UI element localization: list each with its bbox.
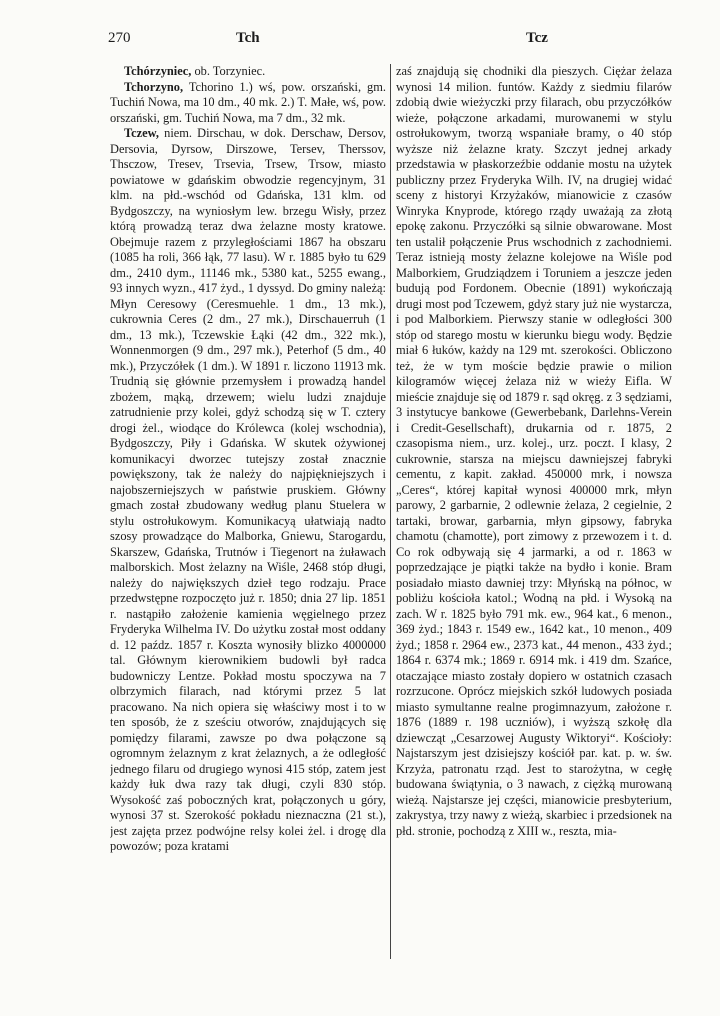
entry-text: niem. Dirschau, w dok. Derschaw, Dersov, Dersovia, Dyrsow, Dirszowe, Tersev, Therssov, Thsczow, Tresev, Trsevia, Trsew, Trsow, miasto powiatowe w gdańskim obwodzie regencyjnym, 31 klm. na płd.-wschód od Gdańska, 131 klm. od Bydgoszczy, na wyniosłym lew. brzegu Wisły, przez którą prowadzą teraz dwa żelazne mosty kratowe. Obejmuje razem z przyległościami 1867 ha obszaru (1085 ha roli, 366 łąk, 77 lasu). W r. 1885 było tu 629 dm., 2410 dym., 11146 mk., 5380 kat., 5255 ewang., 93 innych wyzn., 417 żyd., 1 dyssyd. Do gminy należą: Młyn Ceresowy (Ceresmuehle. 1 dm., 13 mk.), cukrownia Ceres (2 dm., 27 mk.), Dirschauerruh (1 dm., 13 mk.), Tczewskie Łąki (42 dm., 322 mk.), Wonnenmorgen (9 dm., 297 mk.), Peterhof (5 dm., 40 mk.), Przyczółek (1 dm.). W 1891 r. liczono 11913 mk. Trudnią się głównie przemysłem i prowadzą handel zbożem, mąką, drzewem; wielu ludzi znajduje zatrudnienie przy kolei, gdyż schodzą się w T. cztery drogi żel., wiodące do Królewca (kolej wschodnia), Bydgoszczy, Piły i Gdańska. W skutek ożywionej komunikacyi dworzec tutejszy został znacznie powiększony, tak że należy do najpiękniejszych i najobszerniejszych w państwie pruskiem. Główny gmach został zbudowany według planu Stuelera w stylu ostrołukowym. Komunikacyą ułatwiają nadto szosy prowadzące do Malborka, Gniewu, Starogardu, Skarszew, Gdańska, Trutnów i Tiegenort na żuławach malborskich. Most żelazny na Wiśle, 2468 stóp długi, należy do największych dzieł tego rodzaju. Prace przedwstępne rozpoczęto już r. 1850; dnia 27 lip. 1851 r. nastąpiło założenie kamienia węgielnego przez Fryderyka Wilhelma IV. Do użytku został most oddany d. 12 paźdz. 1857 r. Koszta wynosiły blizko 4000000 tal. Głównym kierownikiem budowli był radca budowniczy Lentze. Pokład mostu spoczywa na 7 olbrzymich filarach, nad którymi przez 5 lat pracowano. Na nich opiera się właściwy most i to w ten sposób, że z sześciu otworów, znajdujących się pomiędzy filarami, zawsze po dwa połączone są ogromnym żelaznym z krat żelaznych, a że odległość jednego filaru od drugiego wynosi 415 stóp, zatem jest każdy łuk dwa razy tak długi, czyli 830 stóp. Wysokość zaś poboczných krat, połączonych u góry, wynosi 37 st. Szerokość pokładu nieznaczna (21 st.), jest zajęta przez podwójne relsy kolei żel. i drogę dla powozów; poza kratami xyxy=(110,126,386,853)
headword: Tchorzyno, xyxy=(124,79,184,94)
left-column xyxy=(110,64,386,964)
column-divider xyxy=(390,64,391,959)
page-number: 270 xyxy=(108,30,131,46)
headword: Tczew, xyxy=(124,126,159,140)
entry-tczew-continued: zaś znajdują się chodniki dla pieszych. Ciężar żelaza wynosi 14 milion. funtów. Każdy z siedmiu filarów zdobią dwie wieżyczki przy filarach, obu przyczółków wieże, połączone arkadami, murowanemi w stylu ostrołukowym, tworzą wspaniałe bramy, o 40 stóp wyższe niż żelazne kraty. Szczyt jednej arkady przedstawia w płaskorzeźbie oddanie mostu na użytek publiczny przez Fryderyka Wilh. IV, na drugiej widać sceny z historyi Krzyżaków, mianowicie z czasów Winryka Knyprode, którego rządy uważają za złotą epokę zakonu. Przyczółki są silnie obwarowane. Most ten ustalił połączenie Prus wschodnich z zachodniemi. Teraz istnieją mosty żelazne kolejowe na Wiśle pod Malborkiem, Grudziądzem i Toruniem a jeszcze jeden budują pod Fordonem. Obecnie (1891) wykończają drugi most pod Tczewem, gdyż stary już nie wystarcza, i pod Malborkiem. Pierwszy stanie w odległości 300 stóp od starego mostu w kierunku biegu wody. Będzie miał 6 łuków, każdy na 129 mt. szerokości. Obliczono też, że w tym moście będzie prawie o milion kilogramów więcej żelaza niż w wieży Eifla. W mieście znajduje się od 1879 r. sąd okręg. z 3 sędziami, 3 instytucye bankowe (Gewerbebank, Darlehns-Verein i Credit-Gesellschaft), drukarnia od r. 1875, 2 czasopisma niem., urz. kolej., urz. poczt. I klasy, 2 cukrownie, starsza na miejscu dawniejszej fabryki cementu, z kapit. zakład. 450000 mrk, i nowsza „Ceres“, której kapitał wynosi 400000 mrk, młyn parowy, 2 garbarnie, 2 odlewnie żelaza, 2 cegielnie, 2 tartaki, browar, garbarnia, młyn gipsowy, fabryka chamotu (chamotte), port zimowy z przewozem i t. d. Co rok odbywają się 4 jarmarki, a od r. 1863 w poprzedzające je piątki także na bydło i konie. Bram posiadało miasto dawniej trzy: Młyńską na północ, w pobliżu kościoła katol.; Wodną na płd. i Wysoką na zach. W r. 1825 było 791 mk. ew., 964 kat., 6 menon., 369 żyd.; 1843 r. 1549 ew., 1642 kat., 10 menon., 409 żyd.; 1858 r. 2964 ew., 2373 kat., 44 menon., 433 żyd.; 1864 r. 6374 mk.; 1869 r. 6914 mk. i 419 dm. Szańce, otaczające miasto zostały dopiero w ostatnich czasach rozrzucone. Oprócz miejskich szkół ludowych posiada miasto symultanne realne progimnazyum, założone r. 1876 (1889 r. 198 uczniów), i wyższą szkołę dla dziewcząt „Cesarzowej Augusty Wiktoryi“. Kościoły: Najstarszym jest dzisiejszy kościół par. kat. p. w. św. Krzyża, patronatu rząd. Jest to starożytna, w cegłę budowana świątynia, o 3 nawach, z ciężką murowaną wieżą. Najstarsze jej części, mianowicie presbyterium, zakrystya, trzy nawy z wieżą, skarbiec i przedsionek na płd. stronie, pochodzą z XIII w., reszta, mia- xyxy=(396,64,672,838)
entry-tchorzyniec xyxy=(110,64,386,80)
right-running-head: Tcz xyxy=(526,30,548,46)
entry-tchorzyno xyxy=(110,80,386,127)
headword: Tchórzyniec, xyxy=(124,64,192,78)
entry-tczew xyxy=(110,126,386,855)
page-header xyxy=(108,30,664,52)
left-running-head: Tch xyxy=(236,30,260,46)
entry-text: Tchorino 1.) wś, pow. orszański, gm. Tuchiń Nowa, ma 10 dm., 40 mk. 2.) T. Małe, wś, pow. orszański, gm. Tuchiń Nowa, ma 7 dm., 32 mk. xyxy=(110,79,386,125)
right-column xyxy=(396,64,672,964)
entry-text: ob. Torzyniec. xyxy=(191,64,266,78)
